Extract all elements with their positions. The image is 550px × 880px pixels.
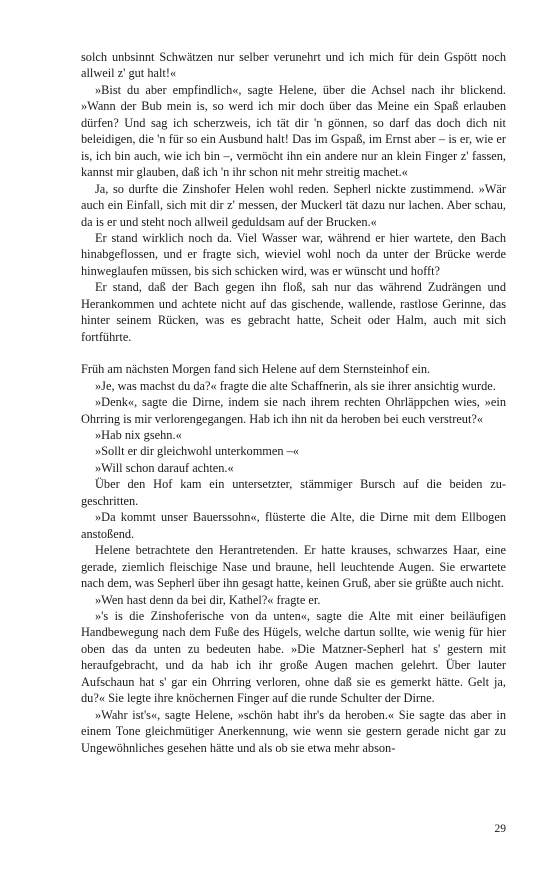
text-section-2 bbox=[81, 361, 506, 756]
paragraph: Helene betrachtete den Herantretenden. Er hatte krauses, schwarzes Haar, eine gerade, ziemlich fleischige Nase und braune, hell leuchtende Augen. Sie erwartete nach dem, was Sepherl über ihn gesagt hatte, keinen Gruß, aber sie grüßte auch nicht. bbox=[81, 543, 506, 591]
section-break bbox=[81, 345, 506, 361]
paragraph: Über den Hof kam ein untersetzter, stämmiger Bursch auf die beiden zugeschritten. bbox=[81, 477, 506, 508]
paragraph: Er stand, daß der Bach gegen ihn floß, sah nur das während Zudrängen und Herankommen und achtete nicht auf das gischende, wallende, rastlose Gerinne, das hinter seinem Rücken, was es gebracht hatte, Scheit oder Halm, auch mit sich fortführte. bbox=[81, 280, 506, 344]
paragraph: Früh am nächsten Morgen fand sich Helene auf dem Sternsteinhof ein. bbox=[81, 362, 431, 377]
text-section-1 bbox=[81, 49, 506, 345]
page-number: 29 bbox=[494, 823, 506, 835]
paragraph: solch unbsinnt Schwätzen nur selber verunehrt und ich mich für dein Gspött noch allweil z' gut halt!« bbox=[81, 50, 506, 81]
paragraph: »Je, was machst du da?« fragte die alte Schaffnerin, als sie ihrer ansichtig wurde. bbox=[95, 378, 496, 393]
paragraph: »'s is die Zinshoferische von da unten«, sagte die Alte mit einer beiläufigen Handbewegung nach dem Fuße des Hügels, welche dartun sollte, wie wenig für hier oben das da unten zu bedeuten habe. »Die Matzner-Sepherl hat s' gestern mit heraufgebracht, und da hab ich ihr große Augen machen gelehrt. Über lauter Aufschaun hat s' gar ein Ohrring verloren, ohne daß sie es gemerkt hätte. Gelt ja, du?« Sie legte ihre knöchernen Finger auf die runde Schulter der Dirne. bbox=[81, 608, 506, 706]
paragraph: »Sollt er dir gleichwohl unterkommen –« bbox=[95, 444, 299, 459]
paragraph: »Wen hast denn da bei dir, Kathel?« fragte er. bbox=[95, 592, 321, 607]
paragraph: Er stand wirklich noch da. Viel Wasser war, während er hier wartete, den Bach hinabgeflossen, und er fragte sich, wieviel wohl noch da unter der Brücke werde hinweglaufen müssen, bis sich schicken wird, was er wünscht und hofft? bbox=[81, 230, 506, 278]
paragraph: »Denk«, sagte die Dirne, indem sie nach ihrem rechten Ohrläppchen wies, »ein Ohrring is mir verlorengegangen. Hab ich ihn nit da heroben bei euch verstreut?« bbox=[81, 395, 506, 426]
paragraph: »Da kommt unser Bauerssohn«, flüsterte die Alte, die Dirne mit dem Ellbogen anstoßend. bbox=[81, 510, 506, 541]
paragraph: »Will schon darauf achten.« bbox=[95, 460, 234, 475]
paragraph: »Wahr ist's«, sagte Helene, »schön habt ihr's da heroben.« Sie sagte das aber in einem Tone gleichmütiger Anerkennung, wie wenn sie gestern gerade nicht gar zu Ungewöhnliches gesehen hätte und als ob sie etwa mehr abson- bbox=[81, 707, 506, 755]
paragraph: Ja, so durfte die Zinshofer Helen wohl reden. Sepherl nickte zustimmend. »Wär auch ein Einfall, sich mit dir z' messen, der Muckerl tät dazu nur lachen. Aber schau, da is er und steht noch allweil geduldsam auf der Brucken.« bbox=[81, 181, 506, 229]
paragraph: »Bist du aber empfindlich«, sagte Helene, über die Achsel nach ihr blickend. »Wann der Bub mein is, so werd ich mir doch über das Meine ein Spaß erlauben dürfen? Und sag ich scherzweis, ich tät dir 'n gönnen, so darf das doch dich nit beleidigen, die 'n für so ein Ausbund halt! Das im Gspaß, im Ernst aber – is er, wie er is, ich bin auch, wie ich bin –, vermöcht ihn ein andere nur an klein Finger z' fassen, kannst mir glauben, daß ich 'n ihr schon nit mehr streitig machet.« bbox=[81, 82, 506, 180]
paragraph: »Hab nix gsehn.« bbox=[95, 427, 182, 442]
book-page bbox=[81, 49, 506, 756]
